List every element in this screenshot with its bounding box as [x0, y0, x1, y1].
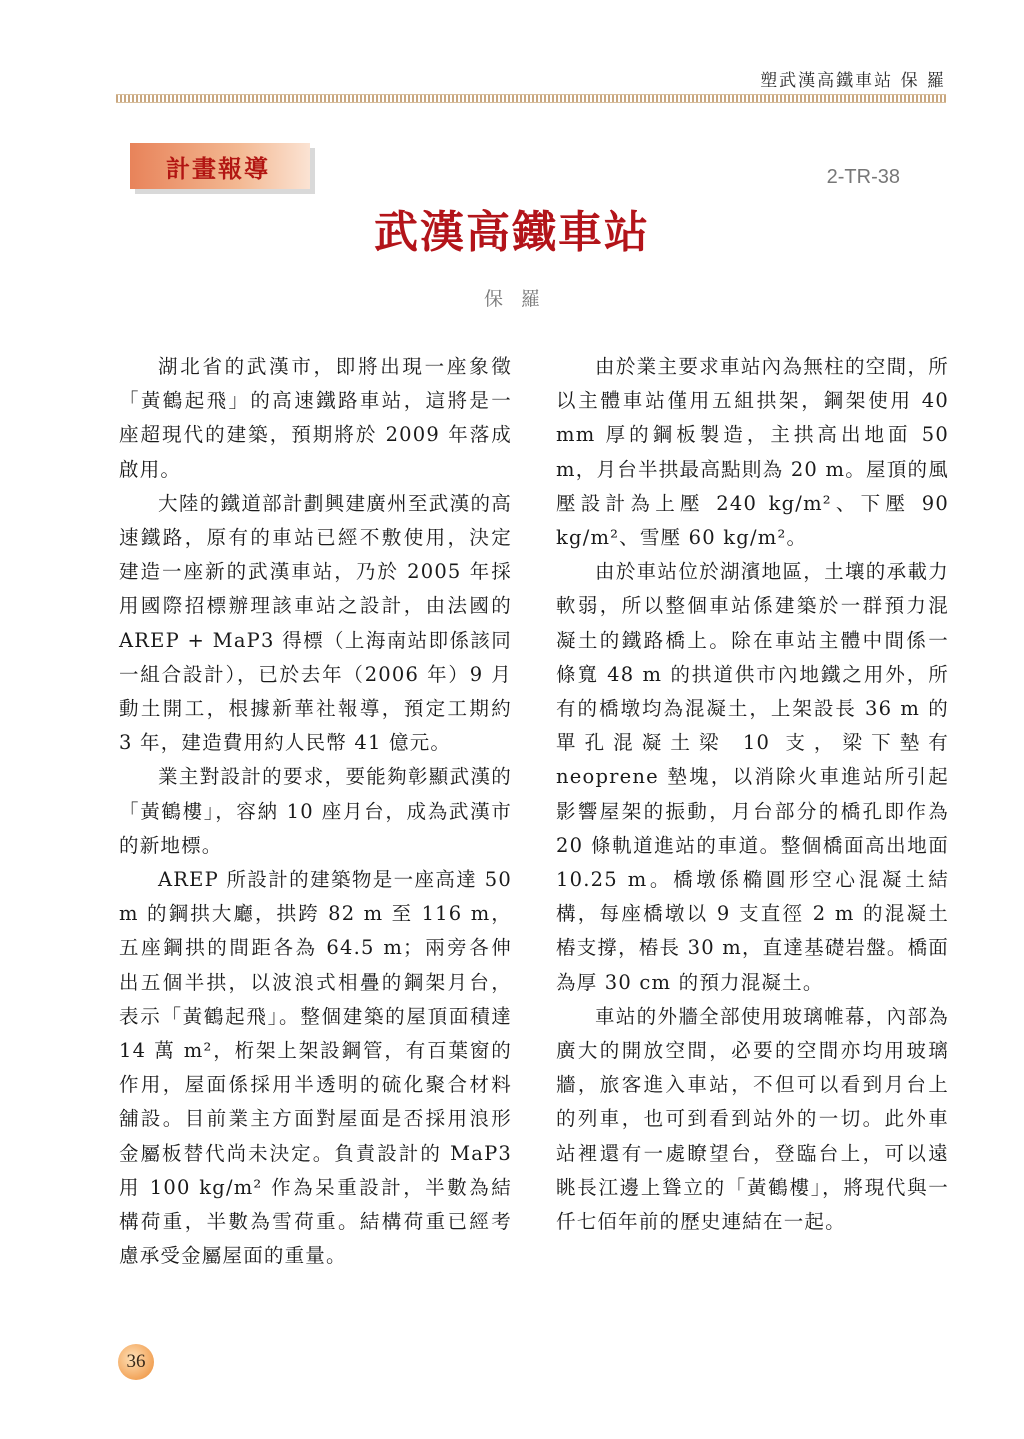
running-header: 塑武漢高鐵車站 保 羅 [760, 71, 946, 91]
paragraph: 由於車站位於湖濱地區，土壤的承載力軟弱，所以整個車站係建築於一群預力混凝土的鐵路橋上。除在車站主體中間係一條寬 48 m 的拱道供市內地鐵之用外，所有的橋墩均為混凝土，上架設長 36 m 的單孔混凝土梁 10 支，梁下墊有 neoprene 墊塊，以消除火車進站所引起影響屋架的振動，月台部分的橋孔即作為 20 條軌道進站的車道。整個橋面高出地面 10.25 m。橋墩係橢圓形空心混凝土結構，每座橋墩以 9 支直徑 2 m 的混凝土樁支撐，樁長 30 m，直達基礎岩盤。橋面為厚 30 cm 的預力混凝土。 [556, 560, 949, 994]
paragraph: AREP 所設計的建築物是一座高達 50 m 的鋼拱大廳，拱跨 82 m 至 116 m，五座鋼拱的間距各為 64.5 m；兩旁各伸出五個半拱，以波浪式相疊的鋼架月台，表示「黃鶴起飛」。整個建築的屋頂面積達 14 萬 m²，桁架上架設鋼管，有百葉窗的作用，屋面係採用半透明的硫化聚合材料舖設。目前業主方面對屋面是否採用浪形金屬板替代尚未決定。負責設計的 MaP3 用 100 kg/m² 作為呆重設計，半數為結構荷重，半數為雪荷重。結構荷重已經考慮承受金屬屋面的重量。 [119, 868, 512, 1268]
section-badge [130, 143, 310, 189]
paragraph: 車站的外牆全部使用玻璃帷幕，內部為廣大的開放空間，必要的空間亦均用玻璃牆，旅客進入車站，不但可以看到月台上的列車，也可到看到站外的一切。此外車站裡還有一處瞭望台，登臨台上，可以遠眺長江邊上聳立的「黃鶴樓」，將現代與一仟七佰年前的歷史連結在一起。 [556, 1004, 949, 1234]
right-column [556, 350, 949, 1239]
paragraph: 湖北省的武漢市，即將出現一座象徵「黃鶴起飛」的高速鐵路車站，這將是一座超現代的建築，預期將於 2009 年落成啟用。 [119, 355, 512, 481]
paragraph: 大陸的鐵道部計劃興建廣州至武漢的高速鐵路，原有的車站已經不敷使用，決定建造一座新的武漢車站，乃於 2005 年採用國際招標辦理該車站之設計，由法國的 AREP + MaP3 得標（上海南站即係該同一組合設計），已於去年（2006 年）9 月動土開工，根據新華社報導，預定工期約 3 年，建造費用約人民幣 41 億元。 [119, 491, 512, 755]
paragraph: 由於業主要求車站內為無柱的空間，所以主體車站僅用五組拱架，鋼架使用 40 mm 厚的鋼板製造，主拱高出地面 50 m，月台半拱最高點則為 20 m。屋頂的風壓設計為上壓 240 kg/m²、下壓 90 kg/m²、雪壓 60 kg/m²。 [556, 355, 949, 550]
section-badge-label: 計畫報導 [166, 154, 270, 183]
page-number-badge [118, 1344, 154, 1380]
paragraph: 業主對設計的要求，要能夠彰顯武漢的「黃鶴樓」，容納 10 座月台，成為武漢市的新地標。 [119, 765, 512, 857]
article-title: 武漢高鐵車站 [374, 207, 650, 258]
page-number: 36 [126, 1351, 146, 1372]
header-divider [116, 94, 946, 103]
left-column [119, 350, 512, 1273]
document-code: 2-TR-38 [826, 166, 900, 188]
author-name: 保羅 [483, 288, 558, 310]
